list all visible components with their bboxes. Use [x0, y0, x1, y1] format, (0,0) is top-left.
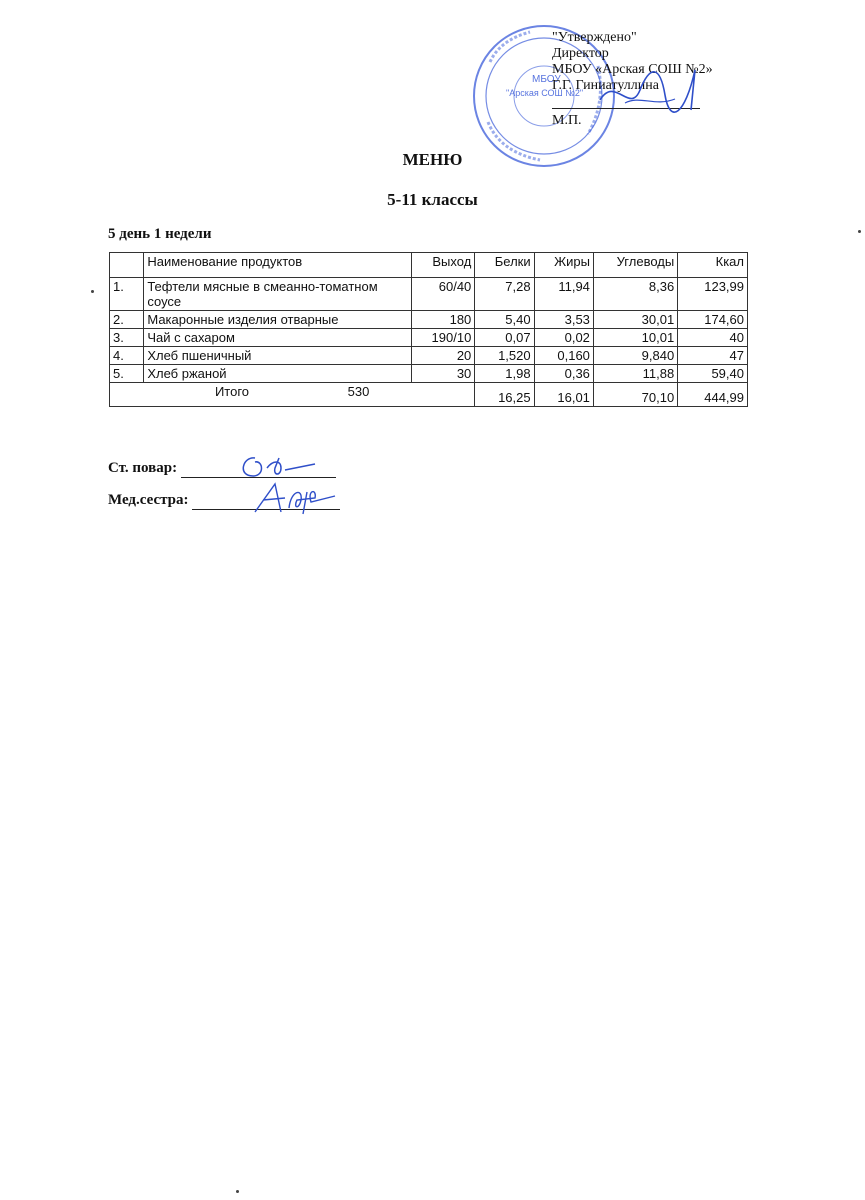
- classes-title: 5-11 классы: [387, 190, 478, 209]
- scan-speck: [236, 1190, 239, 1193]
- row-output: 190/10: [411, 329, 474, 347]
- row-carbs: 11,88: [593, 365, 677, 383]
- row-fats: 0,160: [534, 347, 593, 365]
- total-carbs: 70,10: [593, 383, 677, 407]
- row-fats: 0,02: [534, 329, 593, 347]
- row-output: 180: [411, 311, 474, 329]
- table-row: [110, 365, 748, 383]
- row-carbs: 30,01: [593, 311, 677, 329]
- row-product-name: Тефтели мясные в смеанно-томатном соусе: [144, 278, 411, 311]
- row-carbs: 10,01: [593, 329, 677, 347]
- col-header-index: [110, 253, 144, 278]
- stamp-school-text: "Арская СОШ №2": [506, 88, 584, 98]
- row-product-name: Хлеб ржаной: [144, 365, 411, 383]
- menu-table: [109, 252, 748, 407]
- row-kcal: 47: [678, 347, 748, 365]
- scan-speck: [858, 230, 861, 233]
- row-proteins: 5,40: [475, 311, 534, 329]
- row-product-name: Макаронные изделия отварные: [144, 311, 411, 329]
- day-subtitle: 5 день 1 недели: [108, 226, 212, 242]
- approval-heading: "Утверждено": [552, 30, 637, 45]
- scan-speck: [91, 290, 94, 293]
- row-index: 3.: [110, 329, 144, 347]
- total-proteins: 16,25: [475, 383, 534, 407]
- row-kcal: 123,99: [678, 278, 748, 311]
- table-header-row: [110, 253, 748, 278]
- row-fats: 3,53: [534, 311, 593, 329]
- stamp-center-text: МБОУ: [532, 74, 561, 85]
- row-index: 2.: [110, 311, 144, 329]
- col-header-kcal: Ккал: [678, 253, 748, 278]
- nurse-signature: [245, 478, 345, 518]
- row-carbs: 8,36: [593, 278, 677, 311]
- row-output: 60/40: [411, 278, 474, 311]
- total-kcal: 444,99: [678, 383, 748, 407]
- approval-org: МБОУ «Арская СОШ №2»: [552, 62, 713, 77]
- row-proteins: 1,98: [475, 365, 534, 383]
- nurse-label: Мед.сестра:: [108, 492, 189, 508]
- row-output: 30: [411, 365, 474, 383]
- total-label-cell: [110, 383, 475, 407]
- col-header-fats: Жиры: [534, 253, 593, 278]
- row-product-name: Хлеб пшеничный: [144, 347, 411, 365]
- row-proteins: 7,28: [475, 278, 534, 311]
- table-row: [110, 329, 748, 347]
- cook-label: Ст. повар:: [108, 460, 178, 476]
- row-proteins: 1,520: [475, 347, 534, 365]
- row-proteins: 0,07: [475, 329, 534, 347]
- col-header-proteins: Белки: [475, 253, 534, 278]
- seal-place-label: М.П.: [552, 113, 582, 128]
- table-total-row: [110, 383, 748, 407]
- total-fats: 16,01: [534, 383, 593, 407]
- table-row: [110, 311, 748, 329]
- total-output: 530: [347, 384, 370, 399]
- table-row: [110, 347, 748, 365]
- col-header-name: Наименование продуктов: [144, 253, 411, 278]
- approval-name: Г.Г. Гиниатуллина: [552, 78, 659, 93]
- row-kcal: 40: [678, 329, 748, 347]
- row-kcal: 174,60: [678, 311, 748, 329]
- row-carbs: 9,840: [593, 347, 677, 365]
- approval-role: Директор: [552, 46, 609, 61]
- row-product-name: Чай с сахаром: [144, 329, 411, 347]
- row-index: 4.: [110, 347, 144, 365]
- row-index: 1.: [110, 278, 144, 311]
- menu-title: МЕНЮ: [402, 150, 463, 169]
- row-fats: 0,36: [534, 365, 593, 383]
- row-fats: 11,94: [534, 278, 593, 311]
- director-signature: [595, 55, 705, 125]
- col-header-carbs: Углеводы: [593, 253, 677, 278]
- row-index: 5.: [110, 365, 144, 383]
- table-row: [110, 278, 748, 311]
- row-kcal: 59,40: [678, 365, 748, 383]
- total-label: Итого: [214, 384, 250, 399]
- col-header-output: Выход: [411, 253, 474, 278]
- row-output: 20: [411, 347, 474, 365]
